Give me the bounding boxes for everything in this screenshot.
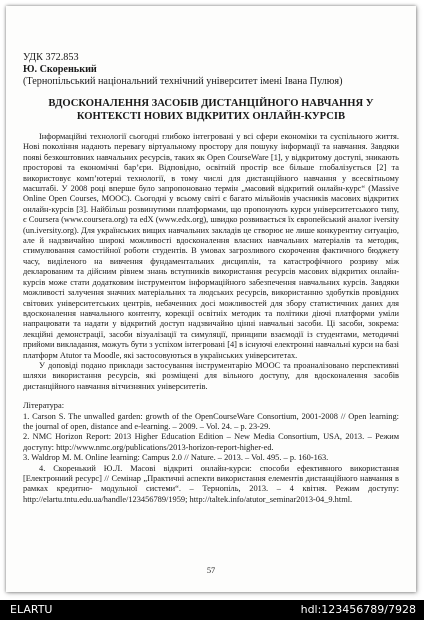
footer-handle-id: hdl:123456789/7928 — [300, 603, 416, 616]
footer-repository-label: ELARTU — [10, 603, 53, 616]
author-affiliation: (Тернопільський національний технічний університет імені Івана Пулюя) — [23, 76, 343, 87]
document-page — [6, 6, 416, 592]
body-paragraph-1: Інформаційні технології сьогодні глибоко інтегровані у всі сфери економіки та суспільного життя. Нові покоління надають перевагу віртуальному простору для пошуку інформації та навчання. Завдяки появі безкоштовних навчальних ресурсів, таких як Open CourseWare [1], у відкритому доступі, зникають просторові та економічні бар’єри. Відповідно, освітній простір все більше глобалізується [2] та використовує комп’ютерні технології, в тому числі для дистанційного навчання у всесвітньому масштабі. У 2008 році вперше було запропоновано термін „масовий відкритий онлайн-курс“ (Massive Online Open Courses, MOOC). Сьогодні у всьому світі є багато мільйонів учасників масових відкритих онлайн-курсів [3]. Найбільш розвинутими платформами, що пропонують курси університетського типу, є Coursera (www.coursera.org) та edX (www.edx.org), швидко розвивається їх європейський аналог iversity (un.iversity.org). Для українських вищих навчальних закладів це створює не лише конкурентну ситуацію, але й надзвичайно широкі можливості вдосконалення власних навчальних матеріалів та методик, стимулювання самостійної роботи студентів. В умовах загрозливого скорочення фактичного бюджету часу, виділеного на вивчення фундаментальних дисциплін, та катастрофічного розриву між декларованим та дійсним рівнем знань вступників використання ресурсів масових відкритих онлайн-курсів може стати додатковим інструментом інформаційного забезпечення навчальних курсів. Завдяки можливості залучення значних матеріальних та людських ресурсів, використанню здобутків провідних світових університетських центрів, небаченних досі можливостей для збору статистичних даних для вдосконалення навчального контенту, корекції освітніх методик та політики діючі платформи уміли напрацювати та надати у відкритий доступ надзвичайно цінні навчальні засоби. Ці засоби, зокрема: лекційні демонстрації, засоби візуалізації та симуляції, принципи взаємодії із студентами, методичні прийоми викладання, можуть бути з успіхом інтегровані [4] в існуючі електронні навчальні курси на базі платформ Atutor та Moodle, які застосовуються в українських університетах. — [23, 132, 399, 360]
reference-item-1: 1. Carson S. The unwalled garden: growth of the OpenCourseWare Consortium, 2001-2008 // Open learning: the journal of open, distance and e-learning. – 2009. – Vol. 24. – р. 23-29. — [23, 411, 399, 431]
references-heading: Література: — [23, 401, 65, 411]
body-paragraph-2: У доповіді подано приклади застосування інструментарію MOOC та проаналізовано перспективні шляхи використання ресурсів, які розміщені для вільного доступу, для вдосконалення засобів дистанційного навчання вітчизняних університетів. — [23, 360, 399, 391]
viewer-footer-bar — [0, 600, 424, 620]
page-number: 57 — [206, 566, 216, 575]
udk-code: УДК 372.853 — [23, 52, 79, 63]
reference-item-4: 4. Скоренький Ю.Л. Масові відкриті онлайн-курси: способи ефективного використання [Електронний ресурс] // Семінар „Практичні аспекти використання елементів дистанційного навчання в рамках кредитно- модульної системи“. – Тернопіль, 2013. – 4 квітня. Режим доступу: http://elartu.tntu.edu.ua/handle/123456789/1959; http://taltek.info/atutor_seminar2013-04_9.html. — [23, 463, 399, 504]
article-title: ВДОСКОНАЛЕННЯ ЗАСОБІВ ДИСТАНЦІЙНОГО НАВЧАННЯ У КОНТЕКСТІ НОВИХ ВІДКРИТИХ ОНЛАЙН-КУРСІВ — [48, 98, 374, 122]
author-name: Ю. Скоренький — [23, 64, 97, 75]
page-content — [23, 52, 399, 505]
reference-item-2: 2. NMC Horizon Report: 2013 Higher Education Edition – New Media Consortium, USA, 2013. – Режим доступу: http://www.nmc.org/publications/2013-horizon-report-higher-ed. — [23, 432, 399, 452]
reference-item-3: 3. Waldrop M. M. Online learning: Campus 2.0 // Nature. – 2013. – Vol. 495. – р. 160-163. — [23, 453, 329, 463]
